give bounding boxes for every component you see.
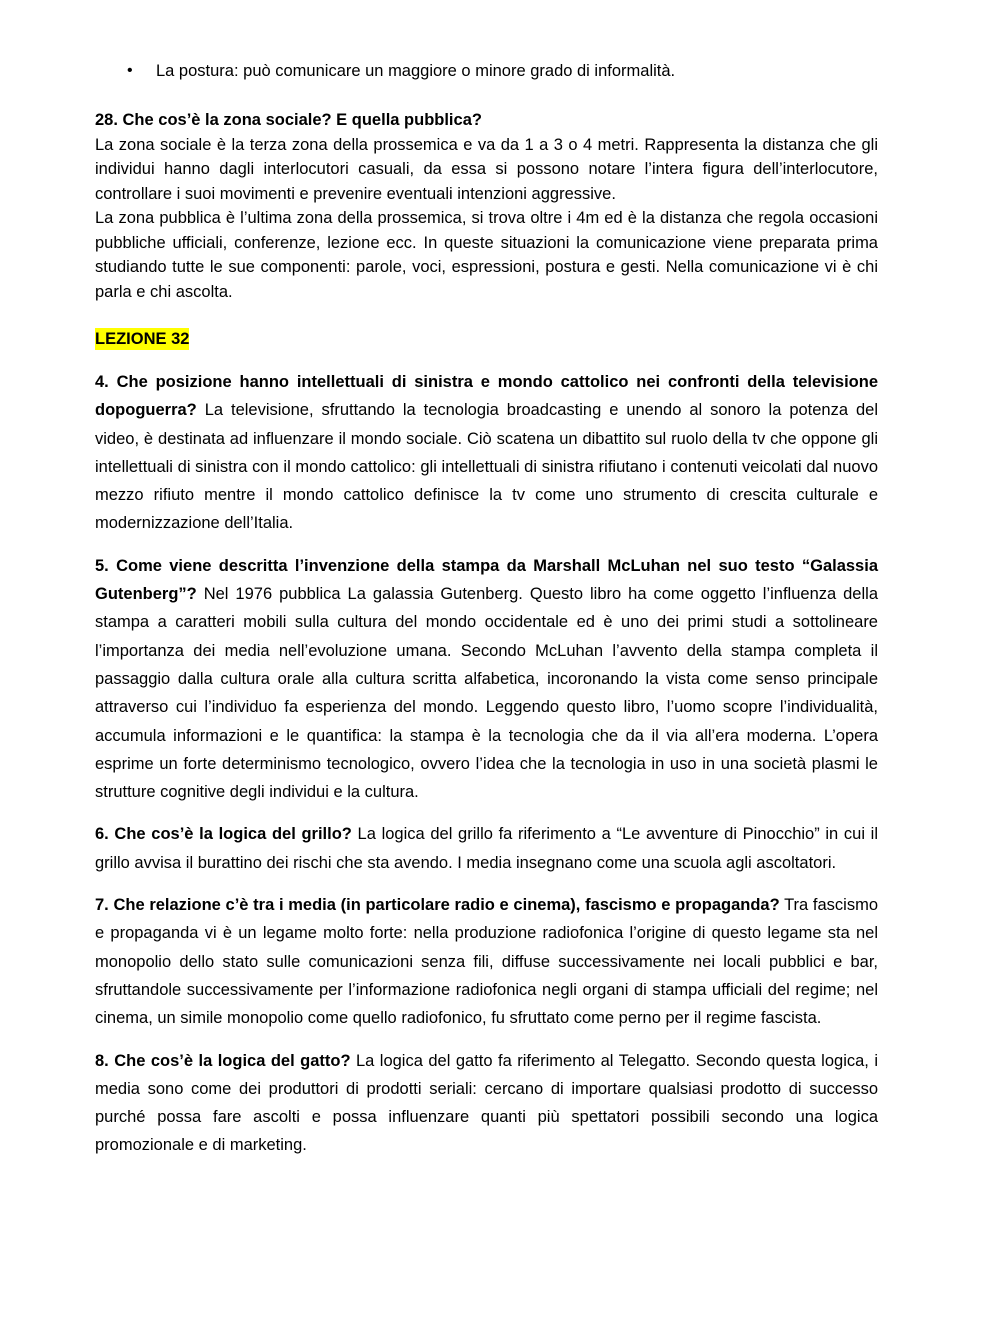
bullet-glyph: • [127,62,133,79]
question-5 [95,552,878,807]
question-8-title: 8. Che cos’è la logica del gatto? [95,1051,351,1070]
question-4-answer: La televisione, sfruttando la tecnologia broadcasting e unendo al sonoro la potenza del video, è destinata ad influenzare il mondo sociale. Ciò scatena un dibattito sul ruolo della tv che oppone gli intellettuali di sinistra con il mondo cattolico: gli intellettuali di sinistra rifiutano i contenuti veicolati dal nuovo mezzo rifiuto mentre il mondo cattolico definisce la tv come uno strumento di crescita culturale e modernizzazione dell’Italia. [95,401,878,533]
lesson-heading: LEZIONE 32 [95,330,190,348]
question-6-title: 6. Che cos’è la logica del grillo? [95,825,352,844]
question-28-block [95,108,878,304]
question-5-title: 5. Come viene descritta l’invenzione della stampa da Marshall McLuhan nel suo testo “Galassia Gutenberg”? [95,556,878,604]
question-7 [95,891,878,1032]
bullet-text: La postura: può comunicare un maggiore o minore grado di informalità. [156,62,676,80]
question-5-answer: Nel 1976 pubblica La galassia Gutenberg. Questo libro ha come oggetto l’influenza della stampa a caratteri mobili sulla cultura del mondo occidentale ed è uno dei primi studi a sottolineare l’importanza dei media nell’evoluzione umana. Secondo McLuhan l’avvento della stampa completa il passaggio dalla cultura orale alla cultura scritta alfabetica, incoronando la vista come senso principale attraverso cui l’individuo fa esperienza del mondo. Leggendo questo libro, l’uomo scopre l’individualità, accumula informazioni e le quantifica: la stampa è la tecnologia che da il via all’era moderna. L’opera esprime un forte determinismo tecnologico, ovvero l’idea che la tecnologia in uso in una società plasmi le strutture cognitive degli individui e la cultura. [95,585,878,802]
question-4-title: 4. Che posizione hanno intellettuali di sinistra e mondo cattolico nei confronti della televisione dopoguerra? [95,373,878,420]
question-28-title: 28. Che cos’è la zona sociale? E quella pubblica? [95,111,482,129]
lesson-heading-wrapper [95,328,878,368]
question-28-paragraph-social: La zona sociale è la terza zona della prossemica e va da 1 a 3 o 4 metri. Rappresenta la distanza che gli individui hanno dagli interlocutori casuali, da essa si possono notare l’intera figura dell’interlocutore, controllare i suoi movimenti e prevenire eventuali intenzioni aggressive. [95,135,878,203]
question-7-title: 7. Che relazione c’è tra i media (in particolare radio e cinema), fascismo e propaganda? [95,896,780,915]
question-7-answer: Tra fascismo e propaganda vi è un legame molto forte: nella produzione radiofonica l’origine di questo legame sta nel monopolio dello stato sulle comunicazioni senza fili, diffuse successivamente nei locali pubblici e bar, sfruttandole successivamente per l’informazione radiofonica negli organi di stampa ufficiali del regime; nel cinema, un simile monopolio come quello radiofonico, fu sfruttato come perno per il regime fascista. [95,896,878,1028]
question-28-paragraph-public: La zona pubblica è l’ultima zona della prossemica, si trova oltre i 4m ed è la distanza che regola occasioni pubbliche ufficiali, conferenze, lezione ecc. In queste situazioni la comunicazione viene preparata prima studiando tutte le sue componenti: parole, voci, espressioni, postura e gesti. Nella comunicazione vi è chi parla e chi ascolta. [95,209,878,301]
document-page [95,58,878,1174]
question-8 [95,1047,878,1160]
question-8-answer: La logica del gatto fa riferimento al Telegatto. Secondo questa logica, i media sono come dei produttori di prodotti seriali: cercano di importare qualsiasi prodotto di successo purché possa fare ascolti e possa influenzare quanti più spettatori possibili secondo una logica promozionale e di marketing. [95,1051,878,1155]
question-6 [95,820,878,877]
question-4 [95,368,878,538]
bullet-item [95,58,878,84]
question-6-answer: La logica del grillo fa riferimento a “Le avventure di Pinocchio” in cui il grillo avvisa il burattino dei rischi che sta avendo. I media insegnano come una scuola agli ascoltatori. [95,825,878,872]
